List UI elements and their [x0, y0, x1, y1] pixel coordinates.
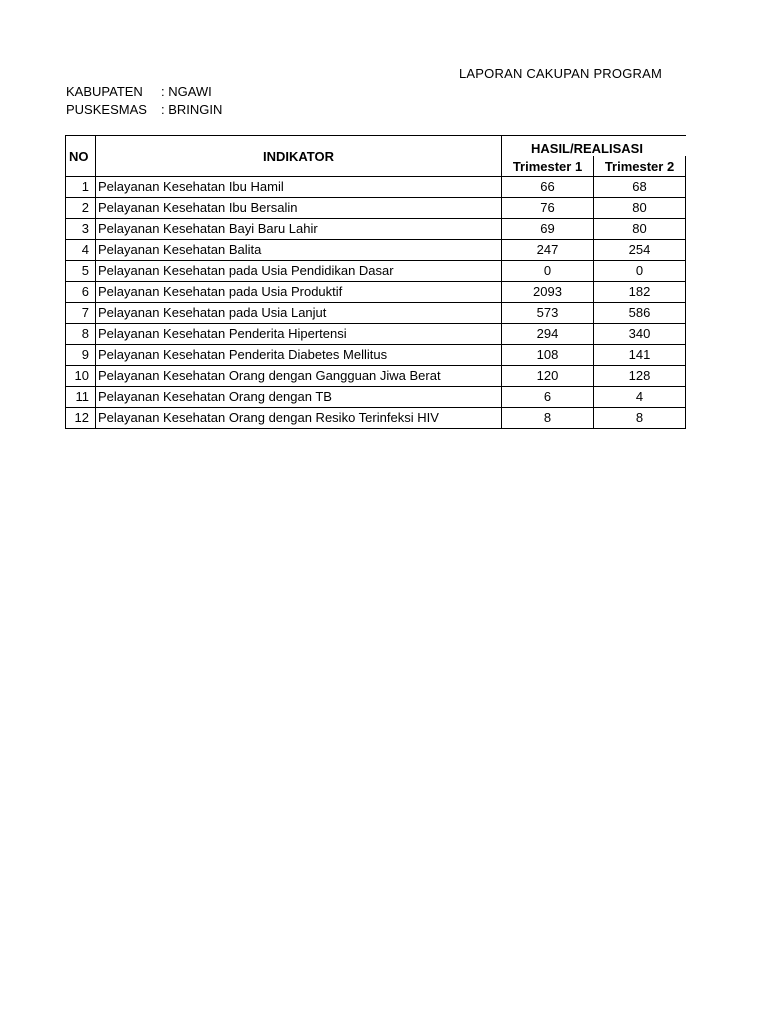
row-trimester-1: 120 [502, 366, 594, 387]
report-title: LAPORAN CAKUPAN PROGRAM [459, 66, 663, 81]
row-trimester-extra [686, 408, 687, 429]
table-row [66, 408, 687, 429]
row-trimester-2: 128 [594, 366, 686, 387]
table-row [66, 345, 687, 366]
row-trimester-2: 80 [594, 219, 686, 240]
table-row [66, 303, 687, 324]
kabupaten-line [66, 84, 212, 100]
row-indikator: Pelayanan Kesehatan Ibu Hamil [96, 177, 502, 198]
row-trimester-1: 66 [502, 177, 594, 198]
row-trimester-2: 586 [594, 303, 686, 324]
coverage-table-viewport [65, 135, 686, 430]
row-trimester-1: 8 [502, 408, 594, 429]
row-indikator: Pelayanan Kesehatan Ibu Bersalin [96, 198, 502, 219]
table-body [66, 177, 687, 429]
row-indikator: Pelayanan Kesehatan Penderita Diabetes Mellitus [96, 345, 502, 366]
row-indikator: Pelayanan Kesehatan pada Usia Produktif [96, 282, 502, 303]
row-number: 6 [66, 282, 96, 303]
row-indikator: Pelayanan Kesehatan Orang dengan TB [96, 387, 502, 408]
table-row [66, 324, 687, 345]
row-trimester-1: 0 [502, 261, 594, 282]
row-trimester-extra [686, 261, 687, 282]
puskesmas-value: : BRINGIN [161, 102, 223, 117]
row-trimester-extra [686, 282, 687, 303]
row-number: 9 [66, 345, 96, 366]
row-trimester-2: 68 [594, 177, 686, 198]
kabupaten-value: : NGAWI [161, 84, 212, 99]
row-number: 8 [66, 324, 96, 345]
row-trimester-1: 294 [502, 324, 594, 345]
row-trimester-extra [686, 366, 687, 387]
puskesmas-label: PUSKESMAS [66, 102, 147, 117]
row-indikator: Pelayanan Kesehatan Penderita Hipertensi [96, 324, 502, 345]
table-row [66, 219, 687, 240]
row-indikator: Pelayanan Kesehatan pada Usia Lanjut [96, 303, 502, 324]
row-number: 10 [66, 366, 96, 387]
coverage-table [65, 135, 686, 429]
row-trimester-extra [686, 240, 687, 261]
row-trimester-2: 4 [594, 387, 686, 408]
row-trimester-extra [686, 198, 687, 219]
row-trimester-2: 0 [594, 261, 686, 282]
puskesmas-line [66, 102, 222, 118]
row-number: 7 [66, 303, 96, 324]
row-trimester-extra [686, 387, 687, 408]
table-row [66, 177, 687, 198]
header-hasil: HASIL/REALISASI [502, 136, 687, 157]
row-number: 12 [66, 408, 96, 429]
header-no: NO [66, 136, 96, 177]
row-trimester-1: 2093 [502, 282, 594, 303]
row-trimester-2: 340 [594, 324, 686, 345]
row-indikator: Pelayanan Kesehatan Orang dengan Gangguan Jiwa Berat [96, 366, 502, 387]
row-number: 11 [66, 387, 96, 408]
row-indikator: Pelayanan Kesehatan pada Usia Pendidikan Dasar [96, 261, 502, 282]
row-trimester-extra [686, 177, 687, 198]
row-trimester-1: 247 [502, 240, 594, 261]
row-trimester-2: 141 [594, 345, 686, 366]
table-row [66, 387, 687, 408]
row-trimester-1: 6 [502, 387, 594, 408]
row-trimester-2: 182 [594, 282, 686, 303]
row-number: 3 [66, 219, 96, 240]
row-indikator: Pelayanan Kesehatan Orang dengan Resiko Terinfeksi HIV [96, 408, 502, 429]
table-row [66, 198, 687, 219]
table-row [66, 282, 687, 303]
row-number: 5 [66, 261, 96, 282]
row-trimester-2: 8 [594, 408, 686, 429]
header-trimester-2: Trimester 2 [594, 156, 686, 177]
row-trimester-extra [686, 345, 687, 366]
table-row [66, 261, 687, 282]
row-trimester-1: 69 [502, 219, 594, 240]
row-indikator: Pelayanan Kesehatan Bayi Baru Lahir [96, 219, 502, 240]
row-trimester-1: 573 [502, 303, 594, 324]
header-trimester-1: Trimester 1 [502, 156, 594, 177]
row-trimester-extra [686, 303, 687, 324]
table-row [66, 366, 687, 387]
table-row [66, 240, 687, 261]
row-trimester-1: 76 [502, 198, 594, 219]
row-trimester-extra [686, 219, 687, 240]
header-trimester-extra [686, 156, 687, 177]
row-trimester-2: 80 [594, 198, 686, 219]
row-number: 2 [66, 198, 96, 219]
row-number: 1 [66, 177, 96, 198]
row-trimester-1: 108 [502, 345, 594, 366]
kabupaten-label: KABUPATEN [66, 84, 143, 99]
row-trimester-extra [686, 324, 687, 345]
row-indikator: Pelayanan Kesehatan Balita [96, 240, 502, 261]
row-number: 4 [66, 240, 96, 261]
header-indikator: INDIKATOR [96, 136, 502, 177]
row-trimester-2: 254 [594, 240, 686, 261]
